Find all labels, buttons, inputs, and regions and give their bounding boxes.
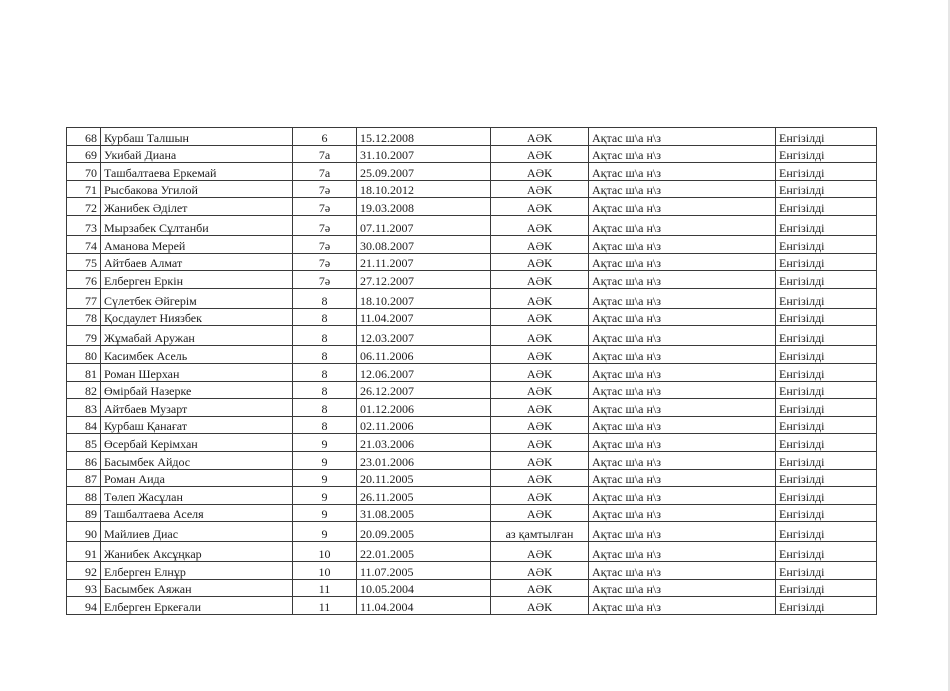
table-row: [67, 128, 877, 146]
category-cell: АӘК: [491, 326, 589, 346]
table-row: [67, 198, 877, 216]
row-number-cell: 70: [67, 163, 101, 181]
category-cell: АӘК: [491, 163, 589, 181]
birth-date-cell: 30.08.2007: [357, 235, 491, 253]
category-cell: АӘК: [491, 562, 589, 580]
category-cell: АӘК: [491, 235, 589, 253]
birth-date-cell: 21.11.2007: [357, 253, 491, 271]
birth-date-cell: 26.12.2007: [357, 381, 491, 399]
table-row: [67, 434, 877, 452]
grade-cell: 7ә: [293, 198, 357, 216]
student-name-cell: Укибай Диана: [101, 145, 293, 163]
table-row: [67, 363, 877, 381]
entry-status-cell: Енгізілді: [776, 180, 877, 198]
table-row: [67, 416, 877, 434]
row-number-cell: 85: [67, 434, 101, 452]
table-row: [67, 271, 877, 289]
grade-cell: 10: [293, 542, 357, 562]
school-cell: Ақтас ш\а н\з: [589, 504, 776, 522]
grade-cell: 7ә: [293, 253, 357, 271]
row-number-cell: 87: [67, 469, 101, 487]
school-cell: Ақтас ш\а н\з: [589, 562, 776, 580]
school-cell: Ақтас ш\а н\з: [589, 308, 776, 326]
category-cell: АӘК: [491, 253, 589, 271]
entry-status-cell: Енгізілді: [776, 253, 877, 271]
row-number-cell: 68: [67, 128, 101, 146]
school-cell: Ақтас ш\а н\з: [589, 180, 776, 198]
student-name-cell: Ташбалтаева Аселя: [101, 504, 293, 522]
table-row: [67, 308, 877, 326]
table-row: [67, 562, 877, 580]
student-name-cell: Өсербай Керімхан: [101, 434, 293, 452]
category-cell: АӘК: [491, 381, 589, 399]
grade-cell: 7ә: [293, 235, 357, 253]
birth-date-cell: 12.06.2007: [357, 363, 491, 381]
table-row: [67, 215, 877, 235]
grade-cell: 9: [293, 487, 357, 505]
grade-cell: 6: [293, 128, 357, 146]
school-cell: Ақтас ш\а н\з: [589, 597, 776, 615]
row-number-cell: 73: [67, 215, 101, 235]
category-cell: АӘК: [491, 451, 589, 469]
student-name-cell: Елберген Еркін: [101, 271, 293, 289]
school-cell: Ақтас ш\а н\з: [589, 469, 776, 487]
grade-cell: 8: [293, 308, 357, 326]
row-number-cell: 88: [67, 487, 101, 505]
school-cell: Ақтас ш\а н\з: [589, 363, 776, 381]
entry-status-cell: Енгізілді: [776, 487, 877, 505]
grade-cell: 9: [293, 504, 357, 522]
row-number-cell: 81: [67, 363, 101, 381]
student-name-cell: Курбаш Талшын: [101, 128, 293, 146]
school-cell: Ақтас ш\а н\з: [589, 434, 776, 452]
category-cell: АӘК: [491, 180, 589, 198]
table-row: [67, 326, 877, 346]
table-row: [67, 542, 877, 562]
table-row: [67, 235, 877, 253]
school-cell: Ақтас ш\а н\з: [589, 235, 776, 253]
category-cell: АӘК: [491, 579, 589, 597]
birth-date-cell: 15.12.2008: [357, 128, 491, 146]
table-row: [67, 180, 877, 198]
category-cell: АӘК: [491, 215, 589, 235]
entry-status-cell: Енгізілді: [776, 363, 877, 381]
row-number-cell: 75: [67, 253, 101, 271]
school-cell: Ақтас ш\а н\з: [589, 522, 776, 542]
student-name-cell: Елберген Еркеғали: [101, 597, 293, 615]
grade-cell: 7ә: [293, 215, 357, 235]
grade-cell: 8: [293, 363, 357, 381]
table-row: [67, 451, 877, 469]
student-name-cell: Өмірбай Назерке: [101, 381, 293, 399]
grade-cell: 11: [293, 597, 357, 615]
entry-status-cell: Енгізілді: [776, 416, 877, 434]
birth-date-cell: 12.03.2007: [357, 326, 491, 346]
table-row: [67, 504, 877, 522]
birth-date-cell: 01.12.2006: [357, 399, 491, 417]
entry-status-cell: Енгізілді: [776, 271, 877, 289]
birth-date-cell: 02.11.2006: [357, 416, 491, 434]
grade-cell: 9: [293, 434, 357, 452]
row-number-cell: 69: [67, 145, 101, 163]
birth-date-cell: 19.03.2008: [357, 198, 491, 216]
birth-date-cell: 07.11.2007: [357, 215, 491, 235]
school-cell: Ақтас ш\а н\з: [589, 451, 776, 469]
grade-cell: 11: [293, 579, 357, 597]
category-cell: АӘК: [491, 542, 589, 562]
school-cell: Ақтас ш\а н\з: [589, 487, 776, 505]
school-cell: Ақтас ш\а н\з: [589, 288, 776, 308]
student-name-cell: Ташбалтаева Еркемай: [101, 163, 293, 181]
school-cell: Ақтас ш\а н\з: [589, 253, 776, 271]
entry-status-cell: Енгізілді: [776, 326, 877, 346]
birth-date-cell: 27.12.2007: [357, 271, 491, 289]
entry-status-cell: Енгізілді: [776, 163, 877, 181]
student-name-cell: Жанибек Аксұңкар: [101, 542, 293, 562]
row-number-cell: 72: [67, 198, 101, 216]
school-cell: Ақтас ш\а н\з: [589, 326, 776, 346]
category-cell: аз қамтылған: [491, 522, 589, 542]
school-cell: Ақтас ш\а н\з: [589, 145, 776, 163]
category-cell: АӘК: [491, 597, 589, 615]
entry-status-cell: Енгізілді: [776, 562, 877, 580]
table-row: [67, 399, 877, 417]
category-cell: АӘК: [491, 288, 589, 308]
table-row: [67, 579, 877, 597]
birth-date-cell: 18.10.2007: [357, 288, 491, 308]
row-number-cell: 77: [67, 288, 101, 308]
entry-status-cell: Енгізілді: [776, 288, 877, 308]
category-cell: АӘК: [491, 145, 589, 163]
student-name-cell: Рысбакова Угилой: [101, 180, 293, 198]
grade-cell: 8: [293, 346, 357, 364]
student-name-cell: Мырзабек Сұлтанби: [101, 215, 293, 235]
school-cell: Ақтас ш\а н\з: [589, 198, 776, 216]
student-name-cell: Роман Аида: [101, 469, 293, 487]
student-name-cell: Майлиев Диас: [101, 522, 293, 542]
grade-cell: 7ә: [293, 271, 357, 289]
roster-body: [67, 128, 877, 615]
table-row: [67, 597, 877, 615]
student-name-cell: Жұмабай Аружан: [101, 326, 293, 346]
student-name-cell: Аманова Мерей: [101, 235, 293, 253]
category-cell: АӘК: [491, 346, 589, 364]
student-name-cell: Төлеп Жасұлан: [101, 487, 293, 505]
grade-cell: 9: [293, 451, 357, 469]
student-name-cell: Елберген Елнұр: [101, 562, 293, 580]
grade-cell: 8: [293, 288, 357, 308]
student-name-cell: Жанибек Әділет: [101, 198, 293, 216]
category-cell: АӘК: [491, 469, 589, 487]
row-number-cell: 80: [67, 346, 101, 364]
category-cell: АӘК: [491, 504, 589, 522]
birth-date-cell: 10.05.2004: [357, 579, 491, 597]
student-name-cell: Роман Шерхан: [101, 363, 293, 381]
category-cell: АӘК: [491, 308, 589, 326]
category-cell: АӘК: [491, 399, 589, 417]
entry-status-cell: Енгізілді: [776, 434, 877, 452]
category-cell: АӘК: [491, 434, 589, 452]
student-name-cell: Айтбаев Алмат: [101, 253, 293, 271]
school-cell: Ақтас ш\а н\з: [589, 215, 776, 235]
entry-status-cell: Енгізілді: [776, 597, 877, 615]
entry-status-cell: Енгізілді: [776, 399, 877, 417]
grade-cell: 7ә: [293, 180, 357, 198]
school-cell: Ақтас ш\а н\з: [589, 579, 776, 597]
row-number-cell: 93: [67, 579, 101, 597]
row-number-cell: 74: [67, 235, 101, 253]
grade-cell: 9: [293, 469, 357, 487]
student-roster-table: [66, 127, 877, 615]
entry-status-cell: Енгізілді: [776, 215, 877, 235]
table-row: [67, 346, 877, 364]
birth-date-cell: 20.09.2005: [357, 522, 491, 542]
category-cell: АӘК: [491, 198, 589, 216]
table-row: [67, 288, 877, 308]
birth-date-cell: 26.11.2005: [357, 487, 491, 505]
birth-date-cell: 31.08.2005: [357, 504, 491, 522]
student-name-cell: Касимбек Асель: [101, 346, 293, 364]
table-row: [67, 145, 877, 163]
row-number-cell: 76: [67, 271, 101, 289]
school-cell: Ақтас ш\а н\з: [589, 271, 776, 289]
entry-status-cell: Енгізілді: [776, 469, 877, 487]
row-number-cell: 79: [67, 326, 101, 346]
birth-date-cell: 11.04.2004: [357, 597, 491, 615]
grade-cell: 8: [293, 381, 357, 399]
grade-cell: 8: [293, 399, 357, 417]
entry-status-cell: Енгізілді: [776, 451, 877, 469]
row-number-cell: 92: [67, 562, 101, 580]
entry-status-cell: Енгізілді: [776, 198, 877, 216]
school-cell: Ақтас ш\а н\з: [589, 542, 776, 562]
grade-cell: 7а: [293, 145, 357, 163]
entry-status-cell: Енгізілді: [776, 579, 877, 597]
entry-status-cell: Енгізілді: [776, 381, 877, 399]
student-name-cell: Айтбаев Музарт: [101, 399, 293, 417]
birth-date-cell: 11.04.2007: [357, 308, 491, 326]
student-name-cell: Сүлетбек Әйгерім: [101, 288, 293, 308]
row-number-cell: 90: [67, 522, 101, 542]
school-cell: Ақтас ш\а н\з: [589, 163, 776, 181]
grade-cell: 8: [293, 326, 357, 346]
entry-status-cell: Енгізілді: [776, 346, 877, 364]
entry-status-cell: Енгізілді: [776, 128, 877, 146]
entry-status-cell: Енгізілді: [776, 542, 877, 562]
table-row: [67, 381, 877, 399]
entry-status-cell: Енгізілді: [776, 145, 877, 163]
row-number-cell: 91: [67, 542, 101, 562]
table-row: [67, 522, 877, 542]
student-name-cell: Қосдаулет Ниязбек: [101, 308, 293, 326]
category-cell: АӘК: [491, 416, 589, 434]
entry-status-cell: Енгізілді: [776, 522, 877, 542]
entry-status-cell: Енгізілді: [776, 235, 877, 253]
grade-cell: 9: [293, 522, 357, 542]
school-cell: Ақтас ш\а н\з: [589, 346, 776, 364]
birth-date-cell: 06.11.2006: [357, 346, 491, 364]
student-name-cell: Курбаш Қанағат: [101, 416, 293, 434]
row-number-cell: 83: [67, 399, 101, 417]
birth-date-cell: 18.10.2012: [357, 180, 491, 198]
school-cell: Ақтас ш\а н\з: [589, 381, 776, 399]
birth-date-cell: 20.11.2005: [357, 469, 491, 487]
row-number-cell: 89: [67, 504, 101, 522]
category-cell: АӘК: [491, 271, 589, 289]
birth-date-cell: 11.07.2005: [357, 562, 491, 580]
school-cell: Ақтас ш\а н\з: [589, 128, 776, 146]
table-row: [67, 163, 877, 181]
row-number-cell: 94: [67, 597, 101, 615]
row-number-cell: 82: [67, 381, 101, 399]
school-cell: Ақтас ш\а н\з: [589, 416, 776, 434]
student-name-cell: Басымбек Аяжан: [101, 579, 293, 597]
birth-date-cell: 25.09.2007: [357, 163, 491, 181]
table-row: [67, 253, 877, 271]
row-number-cell: 71: [67, 180, 101, 198]
category-cell: АӘК: [491, 487, 589, 505]
grade-cell: 8: [293, 416, 357, 434]
row-number-cell: 84: [67, 416, 101, 434]
grade-cell: 10: [293, 562, 357, 580]
birth-date-cell: 23.01.2006: [357, 451, 491, 469]
birth-date-cell: 22.01.2005: [357, 542, 491, 562]
row-number-cell: 86: [67, 451, 101, 469]
category-cell: АӘК: [491, 128, 589, 146]
category-cell: АӘК: [491, 363, 589, 381]
row-number-cell: 78: [67, 308, 101, 326]
table-row: [67, 469, 877, 487]
school-cell: Ақтас ш\а н\з: [589, 399, 776, 417]
birth-date-cell: 21.03.2006: [357, 434, 491, 452]
table-row: [67, 487, 877, 505]
entry-status-cell: Енгізілді: [776, 504, 877, 522]
student-name-cell: Басымбек Айдос: [101, 451, 293, 469]
birth-date-cell: 31.10.2007: [357, 145, 491, 163]
grade-cell: 7а: [293, 163, 357, 181]
entry-status-cell: Енгізілді: [776, 308, 877, 326]
